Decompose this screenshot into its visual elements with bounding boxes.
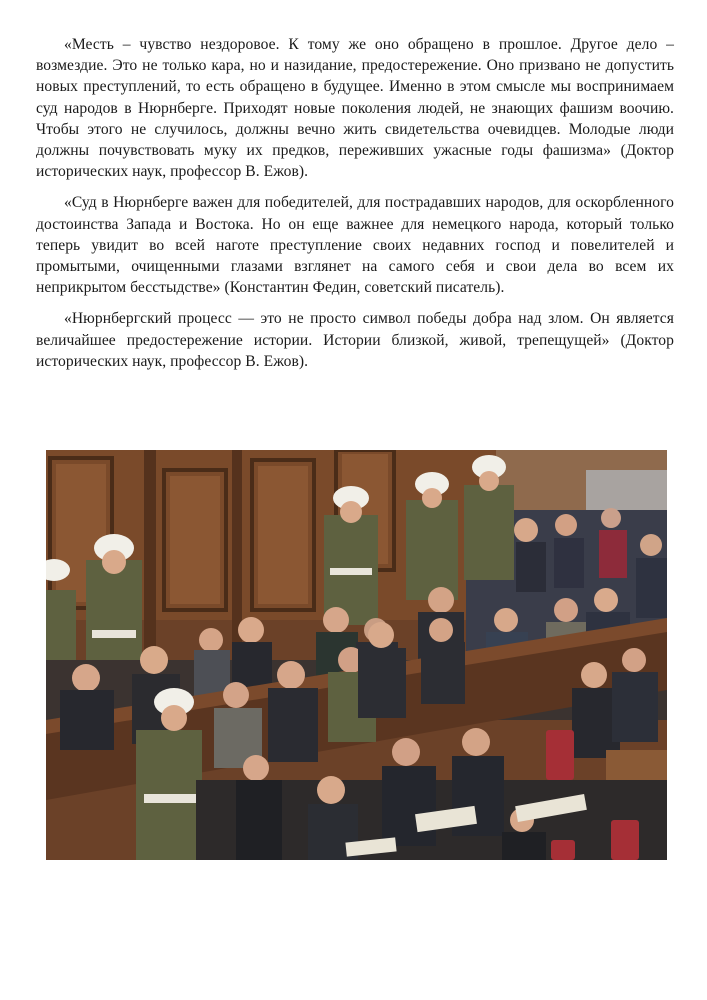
nuremberg-trial-photo [46,450,667,860]
quotes-text-block [36,34,674,382]
quote-paragraph-3: «Нюрнбергский процесс — это не просто символ победы добра над злом. Он является величайшее предостережение истории. Истории близкой, живой, трепещущей» (Доктор исторических наук, профессор В. Ежов). [36,310,674,370]
trial-photo-illustration [46,450,667,860]
quote-paragraph-2: «Суд в Нюрнберге важен для победителей, для пострадавших народов, для оскорбленного достоинства Запада и Востока. Но он еще важнее для немецкого народа, который только теперь увидит во всей наготе преступление своих недавних господ и повелителей и промытыми, очищенными глазами взглянет на самого себя и свои дела во всем их неприкрытом бесстыдстве» (Константин Федин, советский писатель). [36,194,674,297]
quote-paragraph-1: «Месть – чувство нездоровое. К тому же оно обращено в прошлое. Другое дело – возмездие. Это не только кара, но и назидание, предостережение. Оно призвано не допустить новых преступлений, то есть обращено в будущее. Именно в этом смысле мы воспринимаем суд народов в Нюрнберге. Приходят новые поколения людей, не знающих фашизм воочию. Чтобы этого не случилось, должны вечно жить свидетельства очевидцев. Молодые люди должны почувствовать муку их предков, переживших ужасные годы фашизма» (Доктор исторических наук, профессор В. Ежов). [36,36,674,181]
